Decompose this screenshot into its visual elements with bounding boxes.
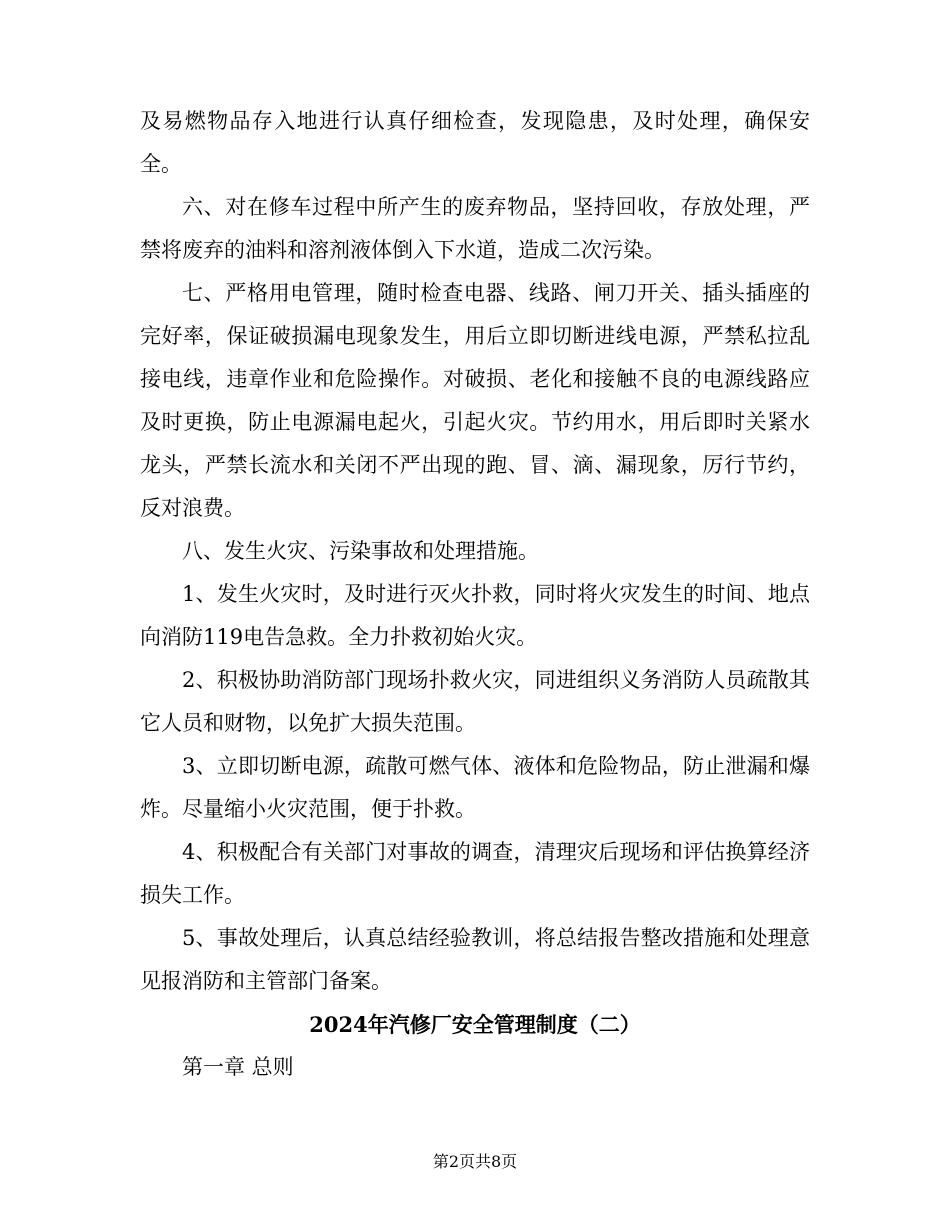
paragraph-continuation: 及易燃物品存入地进行认真仔细检查，发现隐患，及时处理，确保安全。 bbox=[140, 109, 810, 176]
paragraph-measure-2: 2、积极协助消防部门现场扑救火灾，同进组织义务消防人员疏散其它人员和财物，以免扩大损失范围。 bbox=[140, 668, 810, 735]
chapter-heading: 第一章 总则 bbox=[182, 1055, 294, 1079]
paragraph-measure-5: 5、事故处理后，认真总结经验教训，将总结报告整改措施和处理意见报消防和主管部门备案。 bbox=[140, 926, 810, 993]
paragraph-item-7: 七、严格用电管理，随时检查电器、线路、闸刀开关、插头插座的完好率，保证破损漏电现象发生，用后立即切断进线电源，严禁私拉乱接电线，违章作业和危险操作。对破损、老化和接触不良的电源线路应及时更换，防止电源漏电起火，引起火灾。节约用水，用后即时关紧水龙头，严禁长流水和关闭不严出现的跑、冒、滴、漏现象，厉行节约，反对浪费。 bbox=[140, 281, 810, 520]
paragraph-measure-4: 4、积极配合有关部门对事故的调查，清理灾后现场和评估换算经济损失工作。 bbox=[140, 840, 810, 907]
paragraph-item-8: 八、发生火灾、污染事故和处理措施。 bbox=[182, 539, 539, 563]
document-body bbox=[140, 100, 810, 1089]
paragraph-measure-3: 3、立即切断电源，疏散可燃气体、液体和危险物品，防止泄漏和爆炸。尽量缩小火灾范围，便于扑救。 bbox=[140, 754, 810, 821]
section-title: 2024年汽修厂安全管理制度（二） bbox=[309, 1012, 641, 1037]
paragraph-item-6: 六、对在修车过程中所产生的废弃物品，坚持回收，存放处理，严禁将废弃的油料和溶剂液体倒入下水道，造成二次污染。 bbox=[140, 195, 810, 262]
page-number-footer: 第2页共8页 bbox=[432, 1152, 518, 1171]
paragraph-measure-1: 1、发生火灾时，及时进行灭火扑救，同时将火灾发生的时间、地点向消防119电告急救。全力扑救初始火灾。 bbox=[140, 582, 810, 649]
